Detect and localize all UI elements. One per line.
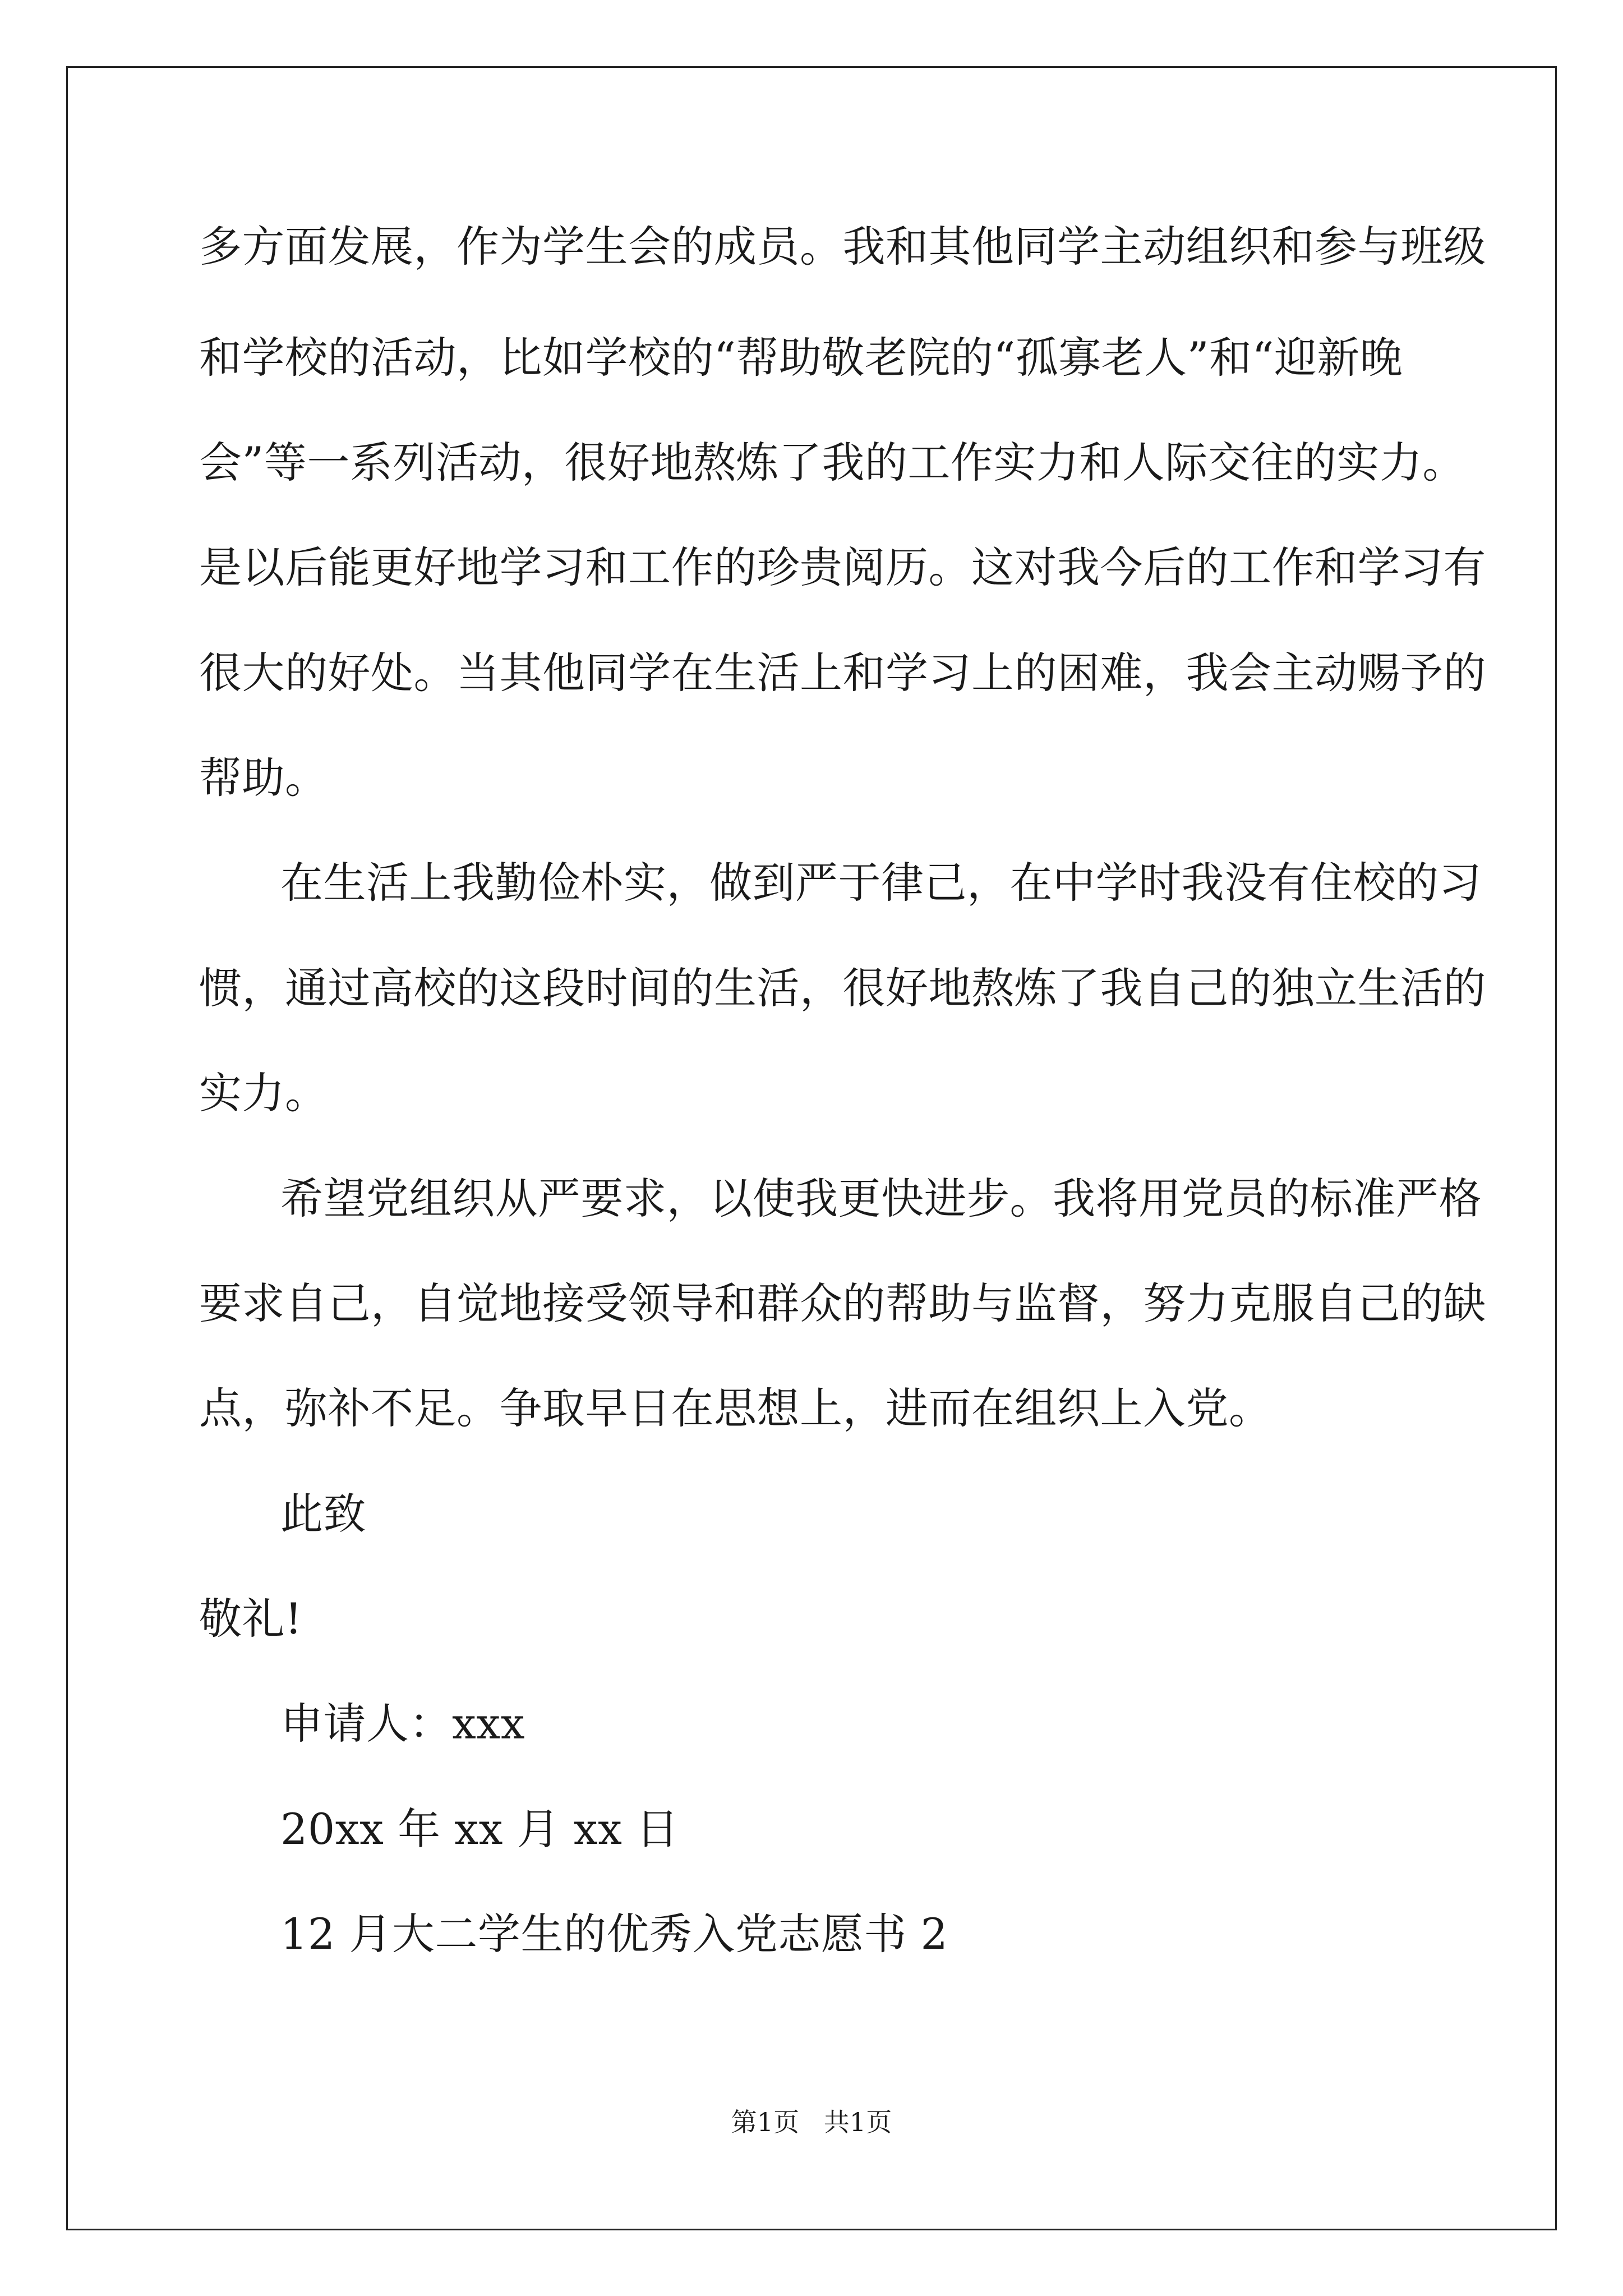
date-line: 20xx 年 xx 月 xx 日 <box>280 1804 679 1854</box>
page-footer: 第1页 共1页 <box>731 2107 892 2137</box>
applicant-signature: 申请人：xxx <box>280 1699 525 1749</box>
body-line: 和学校的活动，比如学校的“帮助敬老院的“孤寡老人”和“迎新晚 <box>199 333 1403 383</box>
closing-regards: 敬礼! <box>199 1594 303 1644</box>
body-line: 会”等一系列活动，很好地熬炼了我的工作实力和人际交往的实力。 <box>199 438 1465 487</box>
closing-salutation: 此致 <box>280 1489 366 1539</box>
next-document-title: 12 月大二学生的优秀入党志愿书 2 <box>280 1909 948 1959</box>
body-line: 惯，通过高校的这段时间的生活，很好地熬炼了我自己的独立生活的 <box>199 963 1486 1013</box>
body-line: 要求自己，自觉地接受领导和群众的帮助与监督，努力克服自己的缺 <box>199 1278 1486 1328</box>
body-line: 是以后能更好地学习和工作的珍贵阅历。这对我今后的工作和学习有 <box>199 542 1486 592</box>
body-line: 很大的好处。当其他同学在生活上和学习上的困难，我会主动赐予的 <box>199 648 1486 698</box>
body-line: 实力。 <box>199 1068 328 1118</box>
body-line: 点，弥补不足。争取早日在思想上，进而在组织上入党。 <box>199 1383 1272 1433</box>
body-line: 希望党组织从严要求，以使我更快进步。我将用党员的标准严格 <box>280 1174 1482 1223</box>
body-line: 在生活上我勤俭朴实，做到严于律己，在中学时我没有住校的习 <box>280 858 1482 908</box>
body-line: 多方面发展，作为学生会的成员。我和其他同学主动组织和参与班级 <box>199 222 1486 272</box>
page-border <box>66 66 1557 2230</box>
body-line: 帮助。 <box>199 753 328 803</box>
